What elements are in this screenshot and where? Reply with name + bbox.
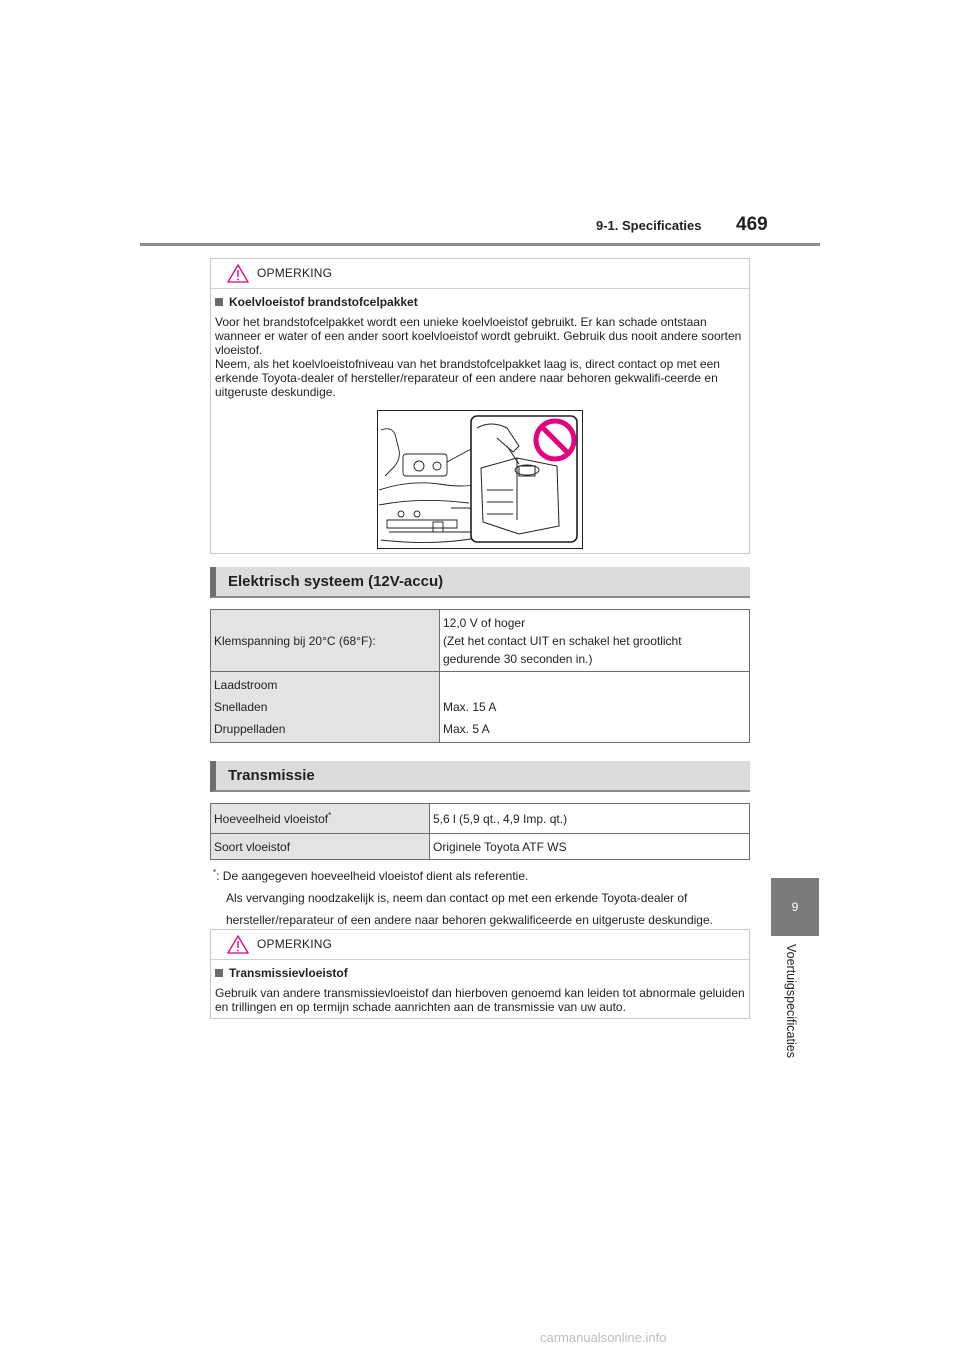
footnote-line-1: *: De aangegeven hoeveelheid vloeistof dient als referentie. <box>213 868 529 883</box>
table-row <box>211 834 750 860</box>
bullet-square-icon <box>215 969 223 977</box>
notice-label: OPMERKING <box>257 266 333 280</box>
table-key-cell <box>211 804 430 834</box>
charge-current-label: Laadstroom <box>214 678 278 692</box>
voltage-note-2: gedurende 30 seconden in.) <box>443 651 593 666</box>
footnote <box>213 862 753 931</box>
chapter-tab[interactable] <box>771 878 819 936</box>
coolant-prohibition-illustration <box>377 410 583 549</box>
footnote-line-2: Als vervanging noodzakelijk is, neem dan contact op met een erkende Toyota-dealer of <box>226 891 688 905</box>
table-value-cell <box>440 610 750 672</box>
section-heading-electrical-text: Elektrisch systeem (12V-accu) <box>228 573 444 590</box>
notice-box-transmission <box>210 929 750 1019</box>
notice-paragraph-2: Neem, als het koelvloeistofniveau van het brandstofcelpakket laag is, direct contact op met een erkende Toyota-dealer of hersteller/reparateur of een andere naar behoren gekwalifi-ceerde en uitgeruste deskundige. <box>215 357 720 399</box>
terminal-voltage-label: Klemspanning bij 20°C (68°F): <box>214 633 376 648</box>
chapter-number: 9 <box>791 900 799 914</box>
notice-subtitle <box>215 966 745 980</box>
chapter-label <box>784 944 804 1084</box>
transmission-spec-table <box>210 803 750 860</box>
table-key-cell <box>211 610 440 672</box>
watermark: carmanualsonline.info <box>540 1330 667 1345</box>
electrical-spec-table <box>210 609 750 743</box>
quick-charge-value: Max. 15 A <box>443 700 497 714</box>
table-value-cell <box>440 672 750 743</box>
table-row <box>211 610 750 672</box>
notice-paragraph-1: Voor het brandstofcelpakket wordt een unieke koelvloeistof gebruikt. Er kan schade ontstaan wanneer er water of een ander soort koelvloeistof wordt gebruikt. Gebruik dus nooit andere soorten vloeistof. <box>215 315 742 357</box>
footnote-asterisk: * <box>213 868 217 877</box>
table-value-cell <box>430 834 750 860</box>
notice-header <box>211 930 749 960</box>
notice-subtitle <box>215 295 745 309</box>
table-value-cell <box>430 804 750 834</box>
table-key-cell <box>211 834 430 860</box>
section-heading-transmission-text: Transmissie <box>228 767 315 784</box>
chapter-label-text: Voertuigspecificaties <box>784 944 798 1058</box>
fluid-capacity-label: Hoeveelheid vloeistof <box>214 812 329 826</box>
notice-label: OPMERKING <box>257 937 333 951</box>
section-heading-electrical <box>210 567 750 598</box>
warning-triangle-icon <box>227 935 249 954</box>
table-key-cell <box>211 672 440 743</box>
notice-box-coolant <box>210 258 750 554</box>
notice-subtitle-text: Koelvloeistof brandstofcelpakket <box>229 295 418 309</box>
slow-charge-label: Druppelladen <box>214 722 286 736</box>
page-number: 469 <box>736 214 768 235</box>
fluid-type-value: Originele Toyota ATF WS <box>433 839 567 854</box>
section-title: 9-1. Specificaties <box>596 218 702 233</box>
bullet-square-icon <box>215 298 223 306</box>
footnote-line-3: hersteller/reparateur of een andere naar behoren gekwalificeerde en uitgeruste deskundige. <box>226 913 713 927</box>
fluid-type-label: Soort vloeistof <box>214 839 291 854</box>
header-rule <box>140 243 820 246</box>
table-row <box>211 672 750 743</box>
notice-body <box>211 289 749 399</box>
voltage-note-1: (Zet het contact UIT en schakel het grootlicht <box>443 633 682 648</box>
notice-subtitle-text: Transmissievloeistof <box>229 966 348 980</box>
notice-paragraph: Gebruik van andere transmissievloeistof dan hierboven genoemd kan leiden tot abnormale geluiden en trillingen en op termijn schade aanrichten aan de transmissie van uw auto. <box>215 986 745 1014</box>
slow-charge-value: Max. 5 A <box>443 722 490 736</box>
warning-triangle-icon <box>227 264 249 283</box>
footnote-marker: * <box>328 811 332 820</box>
notice-header <box>211 259 749 289</box>
quick-charge-label: Snelladen <box>214 700 268 714</box>
notice-body <box>211 960 749 1014</box>
fluid-capacity-value: 5,6 l (5,9 qt., 4,9 Imp. qt.) <box>433 811 568 826</box>
voltage-value: 12,0 V of hoger <box>443 615 526 630</box>
table-row <box>211 804 750 834</box>
section-heading-transmission <box>210 761 750 792</box>
